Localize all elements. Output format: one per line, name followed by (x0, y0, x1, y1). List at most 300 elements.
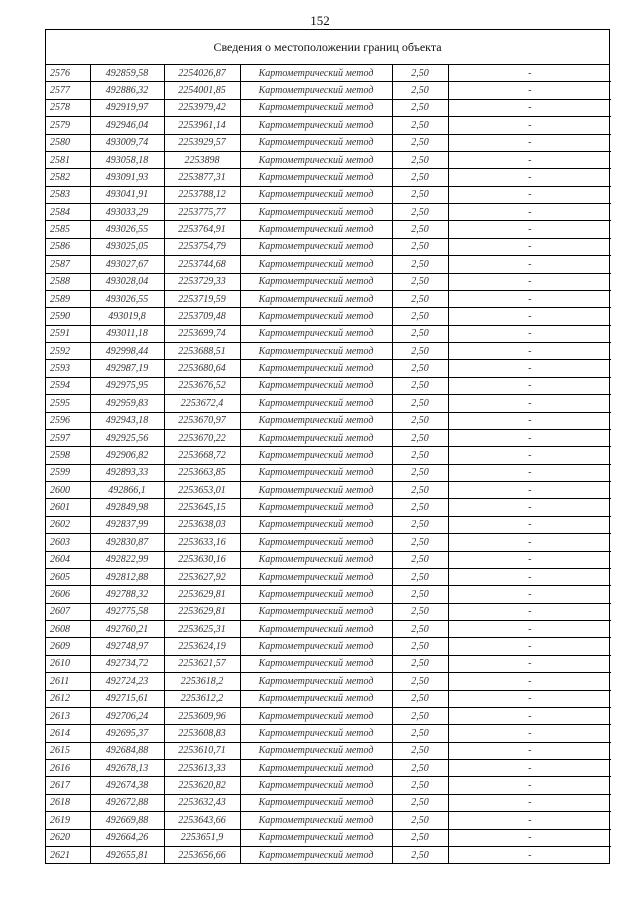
table-row (46, 829, 611, 846)
y-coordinate-cell: 2253632,43 (164, 794, 240, 811)
description-cell: - (448, 447, 611, 464)
table-row (46, 586, 611, 603)
description-cell: - (448, 742, 611, 759)
x-coordinate-cell: 492812,88 (90, 568, 164, 585)
method-cell: Картометрический метод (240, 846, 392, 863)
accuracy-cell: 2,50 (392, 256, 448, 273)
table-row (46, 99, 611, 116)
x-coordinate-cell: 493091,93 (90, 169, 164, 186)
description-cell: - (448, 204, 611, 221)
accuracy-cell: 2,50 (392, 777, 448, 794)
method-cell: Картометрический метод (240, 395, 392, 412)
method-cell: Картометрический метод (240, 516, 392, 533)
accuracy-cell: 2,50 (392, 794, 448, 811)
method-cell: Картометрический метод (240, 273, 392, 290)
accuracy-cell: 2,50 (392, 655, 448, 672)
table-row (46, 534, 611, 551)
point-number-cell: 2620 (46, 829, 90, 846)
method-cell: Картометрический метод (240, 186, 392, 203)
table-row (46, 707, 611, 724)
description-cell: - (448, 673, 611, 690)
method-cell: Картометрический метод (240, 238, 392, 255)
accuracy-cell: 2,50 (392, 760, 448, 777)
y-coordinate-cell: 2253898 (164, 151, 240, 168)
method-cell: Картометрический метод (240, 551, 392, 568)
accuracy-cell: 2,50 (392, 325, 448, 342)
table-row (46, 169, 611, 186)
description-cell: - (448, 151, 611, 168)
x-coordinate-cell: 492946,04 (90, 117, 164, 134)
x-coordinate-cell: 492706,24 (90, 707, 164, 724)
x-coordinate-cell: 492760,21 (90, 621, 164, 638)
description-cell: - (448, 308, 611, 325)
table-row (46, 429, 611, 446)
y-coordinate-cell: 2253688,51 (164, 343, 240, 360)
y-coordinate-cell: 2253670,97 (164, 412, 240, 429)
y-coordinate-cell: 2253670,22 (164, 429, 240, 446)
x-coordinate-cell: 492943,18 (90, 412, 164, 429)
table-row (46, 273, 611, 290)
x-coordinate-cell: 493027,67 (90, 256, 164, 273)
point-number-cell: 2581 (46, 151, 90, 168)
method-cell: Картометрический метод (240, 325, 392, 342)
accuracy-cell: 2,50 (392, 99, 448, 116)
accuracy-cell: 2,50 (392, 464, 448, 481)
method-cell: Картометрический метод (240, 603, 392, 620)
y-coordinate-cell: 2253653,01 (164, 482, 240, 499)
y-coordinate-cell: 2253651,9 (164, 829, 240, 846)
x-coordinate-cell: 493025,05 (90, 238, 164, 255)
accuracy-cell: 2,50 (392, 621, 448, 638)
method-cell: Картометрический метод (240, 360, 392, 377)
table-row (46, 603, 611, 620)
description-cell: - (448, 846, 611, 863)
y-coordinate-cell: 2253754,79 (164, 238, 240, 255)
y-coordinate-cell: 2253709,48 (164, 308, 240, 325)
accuracy-cell: 2,50 (392, 360, 448, 377)
table-row (46, 447, 611, 464)
table-row (46, 186, 611, 203)
description-cell: - (448, 325, 611, 342)
x-coordinate-cell: 493041,91 (90, 186, 164, 203)
y-coordinate-cell: 2253672,4 (164, 395, 240, 412)
accuracy-cell: 2,50 (392, 568, 448, 585)
method-cell: Картометрический метод (240, 221, 392, 238)
method-cell: Картометрический метод (240, 151, 392, 168)
description-cell: - (448, 586, 611, 603)
accuracy-cell: 2,50 (392, 638, 448, 655)
x-coordinate-cell: 492715,61 (90, 690, 164, 707)
y-coordinate-cell: 2253620,82 (164, 777, 240, 794)
method-cell: Картометрический метод (240, 169, 392, 186)
x-coordinate-cell: 493028,04 (90, 273, 164, 290)
method-cell: Картометрический метод (240, 794, 392, 811)
point-number-cell: 2617 (46, 777, 90, 794)
x-coordinate-cell: 492830,87 (90, 534, 164, 551)
y-coordinate-cell: 2253961,14 (164, 117, 240, 134)
table-row (46, 204, 611, 221)
method-cell: Картометрический метод (240, 343, 392, 360)
point-number-cell: 2590 (46, 308, 90, 325)
table-row (46, 325, 611, 342)
method-cell: Картометрический метод (240, 482, 392, 499)
accuracy-cell: 2,50 (392, 238, 448, 255)
method-cell: Картометрический метод (240, 638, 392, 655)
y-coordinate-cell: 2253612,2 (164, 690, 240, 707)
method-cell: Картометрический метод (240, 65, 392, 82)
description-cell: - (448, 377, 611, 394)
table-title: Сведения о местоположении границ объекта (46, 30, 609, 65)
point-number-cell: 2599 (46, 464, 90, 481)
accuracy-cell: 2,50 (392, 221, 448, 238)
x-coordinate-cell: 493026,55 (90, 221, 164, 238)
table-row (46, 360, 611, 377)
method-cell: Картометрический метод (240, 586, 392, 603)
accuracy-cell: 2,50 (392, 707, 448, 724)
table-row (46, 551, 611, 568)
table-row (46, 117, 611, 134)
x-coordinate-cell: 492893,33 (90, 464, 164, 481)
description-cell: - (448, 482, 611, 499)
method-cell: Картометрический метод (240, 412, 392, 429)
method-cell: Картометрический метод (240, 742, 392, 759)
table-row (46, 395, 611, 412)
accuracy-cell: 2,50 (392, 603, 448, 620)
y-coordinate-cell: 2253608,83 (164, 725, 240, 742)
page-number: 152 (310, 13, 330, 28)
description-cell: - (448, 186, 611, 203)
boundary-table-sheet (45, 29, 610, 864)
point-number-cell: 2619 (46, 812, 90, 829)
description-cell: - (448, 82, 611, 99)
description-cell: - (448, 829, 611, 846)
y-coordinate-cell: 2253979,42 (164, 99, 240, 116)
point-number-cell: 2577 (46, 82, 90, 99)
x-coordinate-cell: 492678,13 (90, 760, 164, 777)
table-row (46, 256, 611, 273)
y-coordinate-cell: 2253638,03 (164, 516, 240, 533)
table-row (46, 777, 611, 794)
x-coordinate-cell: 492859,58 (90, 65, 164, 82)
x-coordinate-cell: 492849,98 (90, 499, 164, 516)
y-coordinate-cell: 2253629,81 (164, 603, 240, 620)
point-number-cell: 2579 (46, 117, 90, 134)
x-coordinate-cell: 492724,23 (90, 673, 164, 690)
table-row (46, 221, 611, 238)
point-number-cell: 2612 (46, 690, 90, 707)
x-coordinate-cell: 492669,88 (90, 812, 164, 829)
table-row (46, 846, 611, 863)
x-coordinate-cell: 492837,99 (90, 516, 164, 533)
description-cell: - (448, 568, 611, 585)
table-row (46, 638, 611, 655)
y-coordinate-cell: 2253645,15 (164, 499, 240, 516)
description-cell: - (448, 603, 611, 620)
accuracy-cell: 2,50 (392, 343, 448, 360)
description-cell: - (448, 221, 611, 238)
y-coordinate-cell: 2253719,59 (164, 290, 240, 307)
x-coordinate-cell: 492655,81 (90, 846, 164, 863)
method-cell: Картометрический метод (240, 621, 392, 638)
point-number-cell: 2585 (46, 221, 90, 238)
description-cell: - (448, 464, 611, 481)
method-cell: Картометрический метод (240, 256, 392, 273)
point-number-cell: 2584 (46, 204, 90, 221)
table-row (46, 151, 611, 168)
method-cell: Картометрический метод (240, 725, 392, 742)
x-coordinate-cell: 493009,74 (90, 134, 164, 151)
accuracy-cell: 2,50 (392, 377, 448, 394)
description-cell: - (448, 256, 611, 273)
point-number-cell: 2602 (46, 516, 90, 533)
point-number-cell: 2588 (46, 273, 90, 290)
point-number-cell: 2587 (46, 256, 90, 273)
y-coordinate-cell: 2253699,74 (164, 325, 240, 342)
table-row (46, 412, 611, 429)
table-row (46, 655, 611, 672)
method-cell: Картометрический метод (240, 290, 392, 307)
x-coordinate-cell: 492674,38 (90, 777, 164, 794)
description-cell: - (448, 290, 611, 307)
point-number-cell: 2592 (46, 343, 90, 360)
x-coordinate-cell: 492748,97 (90, 638, 164, 655)
table-row (46, 134, 611, 151)
table-row (46, 760, 611, 777)
table-row (46, 516, 611, 533)
description-cell: - (448, 360, 611, 377)
y-coordinate-cell: 2253729,33 (164, 273, 240, 290)
method-cell: Картометрический метод (240, 534, 392, 551)
y-coordinate-cell: 2253877,31 (164, 169, 240, 186)
method-cell: Картометрический метод (240, 447, 392, 464)
description-cell: - (448, 499, 611, 516)
table-row (46, 742, 611, 759)
table-row (46, 290, 611, 307)
point-number-cell: 2591 (46, 325, 90, 342)
method-cell: Картометрический метод (240, 568, 392, 585)
point-number-cell: 2586 (46, 238, 90, 255)
method-cell: Картометрический метод (240, 134, 392, 151)
point-number-cell: 2606 (46, 586, 90, 603)
table-row (46, 621, 611, 638)
method-cell: Картометрический метод (240, 464, 392, 481)
y-coordinate-cell: 2253643,66 (164, 812, 240, 829)
y-coordinate-cell: 2253680,64 (164, 360, 240, 377)
table-row (46, 82, 611, 99)
description-cell: - (448, 551, 611, 568)
point-number-cell: 2580 (46, 134, 90, 151)
point-number-cell: 2600 (46, 482, 90, 499)
point-number-cell: 2614 (46, 725, 90, 742)
x-coordinate-cell: 492734,72 (90, 655, 164, 672)
y-coordinate-cell: 2253633,16 (164, 534, 240, 551)
point-number-cell: 2593 (46, 360, 90, 377)
accuracy-cell: 2,50 (392, 308, 448, 325)
y-coordinate-cell: 2253656,66 (164, 846, 240, 863)
point-number-cell: 2607 (46, 603, 90, 620)
table-row (46, 343, 611, 360)
x-coordinate-cell: 492672,88 (90, 794, 164, 811)
y-coordinate-cell: 2253609,96 (164, 707, 240, 724)
accuracy-cell: 2,50 (392, 186, 448, 203)
accuracy-cell: 2,50 (392, 273, 448, 290)
point-number-cell: 2597 (46, 429, 90, 446)
x-coordinate-cell: 492919,97 (90, 99, 164, 116)
description-cell: - (448, 725, 611, 742)
description-cell: - (448, 134, 611, 151)
y-coordinate-cell: 2253610,71 (164, 742, 240, 759)
table-row (46, 482, 611, 499)
accuracy-cell: 2,50 (392, 395, 448, 412)
method-cell: Картометрический метод (240, 82, 392, 99)
table-row (46, 690, 611, 707)
method-cell: Картометрический метод (240, 707, 392, 724)
y-coordinate-cell: 2253929,57 (164, 134, 240, 151)
description-cell: - (448, 812, 611, 829)
description-cell: - (448, 395, 611, 412)
y-coordinate-cell: 2253627,92 (164, 568, 240, 585)
method-cell: Картометрический метод (240, 690, 392, 707)
description-cell: - (448, 273, 611, 290)
y-coordinate-cell: 2254026,87 (164, 65, 240, 82)
y-coordinate-cell: 2254001,85 (164, 82, 240, 99)
point-number-cell: 2615 (46, 742, 90, 759)
table-row (46, 812, 611, 829)
y-coordinate-cell: 2253630,16 (164, 551, 240, 568)
x-coordinate-cell: 493019,8 (90, 308, 164, 325)
description-cell: - (448, 65, 611, 82)
accuracy-cell: 2,50 (392, 429, 448, 446)
point-number-cell: 2618 (46, 794, 90, 811)
description-cell: - (448, 117, 611, 134)
y-coordinate-cell: 2253618,2 (164, 673, 240, 690)
method-cell: Картометрический метод (240, 308, 392, 325)
accuracy-cell: 2,50 (392, 690, 448, 707)
point-number-cell: 2609 (46, 638, 90, 655)
accuracy-cell: 2,50 (392, 134, 448, 151)
point-number-cell: 2604 (46, 551, 90, 568)
accuracy-cell: 2,50 (392, 447, 448, 464)
accuracy-cell: 2,50 (392, 204, 448, 221)
description-cell: - (448, 707, 611, 724)
point-number-cell: 2598 (46, 447, 90, 464)
point-number-cell: 2605 (46, 568, 90, 585)
x-coordinate-cell: 493058,18 (90, 151, 164, 168)
accuracy-cell: 2,50 (392, 82, 448, 99)
method-cell: Картометрический метод (240, 655, 392, 672)
method-cell: Картометрический метод (240, 429, 392, 446)
method-cell: Картометрический метод (240, 812, 392, 829)
description-cell: - (448, 794, 611, 811)
description-cell: - (448, 412, 611, 429)
y-coordinate-cell: 2253624,19 (164, 638, 240, 655)
table-row (46, 673, 611, 690)
method-cell: Картометрический метод (240, 204, 392, 221)
y-coordinate-cell: 2253775,77 (164, 204, 240, 221)
description-cell: - (448, 169, 611, 186)
point-number-cell: 2610 (46, 655, 90, 672)
x-coordinate-cell: 492975,95 (90, 377, 164, 394)
point-number-cell: 2611 (46, 673, 90, 690)
description-cell: - (448, 760, 611, 777)
coordinates-table (46, 65, 611, 863)
table-row (46, 725, 611, 742)
y-coordinate-cell: 2253629,81 (164, 586, 240, 603)
accuracy-cell: 2,50 (392, 725, 448, 742)
x-coordinate-cell: 492959,83 (90, 395, 164, 412)
description-cell: - (448, 638, 611, 655)
x-coordinate-cell: 492695,37 (90, 725, 164, 742)
point-number-cell: 2603 (46, 534, 90, 551)
accuracy-cell: 2,50 (392, 412, 448, 429)
point-number-cell: 2601 (46, 499, 90, 516)
method-cell: Картометрический метод (240, 760, 392, 777)
table-row (46, 568, 611, 585)
y-coordinate-cell: 2253764,91 (164, 221, 240, 238)
accuracy-cell: 2,50 (392, 829, 448, 846)
point-number-cell: 2616 (46, 760, 90, 777)
method-cell: Картометрический метод (240, 499, 392, 516)
method-cell: Картометрический метод (240, 777, 392, 794)
point-number-cell: 2596 (46, 412, 90, 429)
table-row (46, 499, 611, 516)
table-row (46, 464, 611, 481)
x-coordinate-cell: 492998,44 (90, 343, 164, 360)
x-coordinate-cell: 492906,82 (90, 447, 164, 464)
table-row (46, 377, 611, 394)
accuracy-cell: 2,50 (392, 812, 448, 829)
y-coordinate-cell: 2253676,52 (164, 377, 240, 394)
table-row (46, 308, 611, 325)
description-cell: - (448, 690, 611, 707)
accuracy-cell: 2,50 (392, 65, 448, 82)
table-row (46, 794, 611, 811)
accuracy-cell: 2,50 (392, 117, 448, 134)
point-number-cell: 2576 (46, 65, 90, 82)
accuracy-cell: 2,50 (392, 586, 448, 603)
point-number-cell: 2594 (46, 377, 90, 394)
description-cell: - (448, 343, 611, 360)
point-number-cell: 2589 (46, 290, 90, 307)
accuracy-cell: 2,50 (392, 846, 448, 863)
x-coordinate-cell: 492775,58 (90, 603, 164, 620)
description-cell: - (448, 429, 611, 446)
y-coordinate-cell: 2253788,12 (164, 186, 240, 203)
accuracy-cell: 2,50 (392, 673, 448, 690)
method-cell: Картометрический метод (240, 99, 392, 116)
x-coordinate-cell: 492788,32 (90, 586, 164, 603)
point-number-cell: 2595 (46, 395, 90, 412)
point-number-cell: 2583 (46, 186, 90, 203)
accuracy-cell: 2,50 (392, 516, 448, 533)
y-coordinate-cell: 2253613,33 (164, 760, 240, 777)
description-cell: - (448, 655, 611, 672)
accuracy-cell: 2,50 (392, 482, 448, 499)
accuracy-cell: 2,50 (392, 742, 448, 759)
point-number-cell: 2621 (46, 846, 90, 863)
method-cell: Картометрический метод (240, 829, 392, 846)
x-coordinate-cell: 492987,19 (90, 360, 164, 377)
x-coordinate-cell: 493033,29 (90, 204, 164, 221)
x-coordinate-cell: 493011,18 (90, 325, 164, 342)
x-coordinate-cell: 492866,1 (90, 482, 164, 499)
y-coordinate-cell: 2253663,85 (164, 464, 240, 481)
accuracy-cell: 2,50 (392, 151, 448, 168)
description-cell: - (448, 534, 611, 551)
accuracy-cell: 2,50 (392, 551, 448, 568)
y-coordinate-cell: 2253668,72 (164, 447, 240, 464)
point-number-cell: 2578 (46, 99, 90, 116)
